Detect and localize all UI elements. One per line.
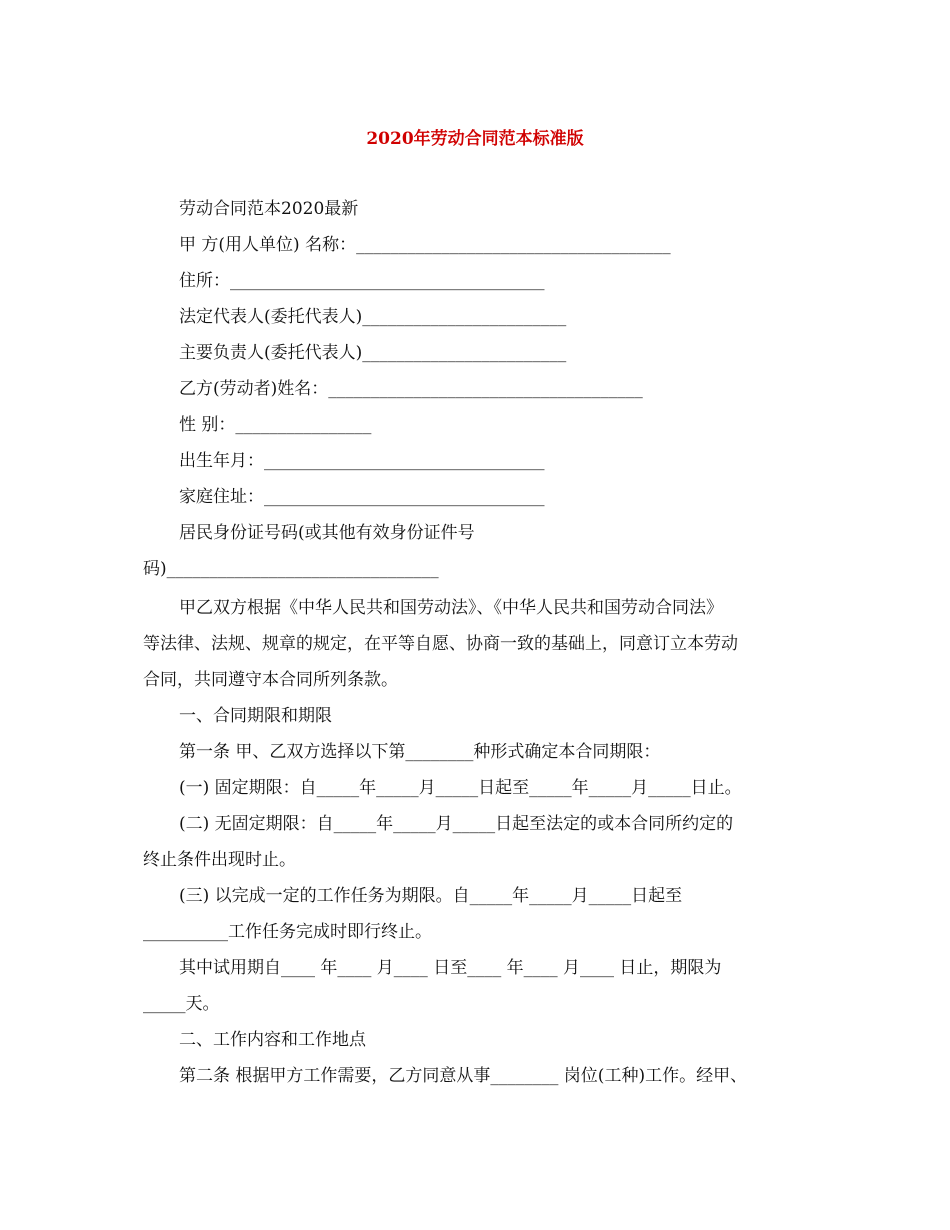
party-a-address-field: 住所：_____________________________________ <box>179 271 545 291</box>
article-1: 第一条 甲、乙双方选择以下第________种形式确定本合同期限： <box>179 742 661 762</box>
preamble-line1: 甲乙双方根据《中华人民共和国劳动法》、《中华人民共和国劳动合同法》 <box>179 598 723 618</box>
party-b-name-field: 乙方(劳动者)姓名：_____________________________________ <box>179 379 643 399</box>
option-open-term-line2: 终止条件出现时止。 <box>143 850 296 870</box>
preamble-line3: 合同，共同遵守本合同所列条款。 <box>143 670 398 690</box>
contract-subtitle: 劳动合同范本2020最新 <box>179 199 359 219</box>
probation-line2: _____天。 <box>143 994 220 1014</box>
legal-representative-field: 法定代表人(委托代表人)________________________ <box>179 307 567 327</box>
option-fixed-term: (一) 固定期限：自_____年_____月_____日起至_____年_____月_____日止。 <box>179 778 742 798</box>
document-title: 2020年劳动合同范本标准版 <box>366 129 584 149</box>
home-address-field: 家庭住址：_________________________________ <box>179 487 545 507</box>
birth-date-field: 出生年月：_________________________________ <box>179 451 545 471</box>
gender-field: 性 别：________________ <box>179 415 372 435</box>
section-heading-term: 一、合同期限和期限 <box>179 706 332 726</box>
id-number-field-line2: 码)________________________________ <box>143 559 439 579</box>
party-a-name-field: 甲 方(用人单位) 名称：_____________________________________ <box>179 235 671 255</box>
id-number-field-line1: 居民身份证号码(或其他有效身份证件号 <box>179 523 475 543</box>
article-2: 第二条 根据甲方工作需要，乙方同意从事________ 岗位(工种)工作。经甲、 <box>179 1066 748 1086</box>
section-heading-work: 二、工作内容和工作地点 <box>179 1030 366 1050</box>
option-open-term-line1: (二) 无固定期限：自_____年_____月_____日起至法定的或本合同所约定的 <box>179 814 734 834</box>
option-task-term-line1: (三) 以完成一定的工作任务为期限。自_____年_____月_____日起至 <box>179 886 683 906</box>
preamble-line2: 等法律、法规、规章的规定，在平等自愿、协商一致的基础上，同意订立本劳动 <box>143 634 738 654</box>
option-task-term-line2: __________工作任务完成时即行终止。 <box>143 922 432 942</box>
principal-person-field: 主要负责人(委托代表人)________________________ <box>179 343 567 363</box>
probation-line1: 其中试用期自____ 年____ 月____ 日至____ 年____ 月____ 日止，期限为 <box>179 958 722 978</box>
